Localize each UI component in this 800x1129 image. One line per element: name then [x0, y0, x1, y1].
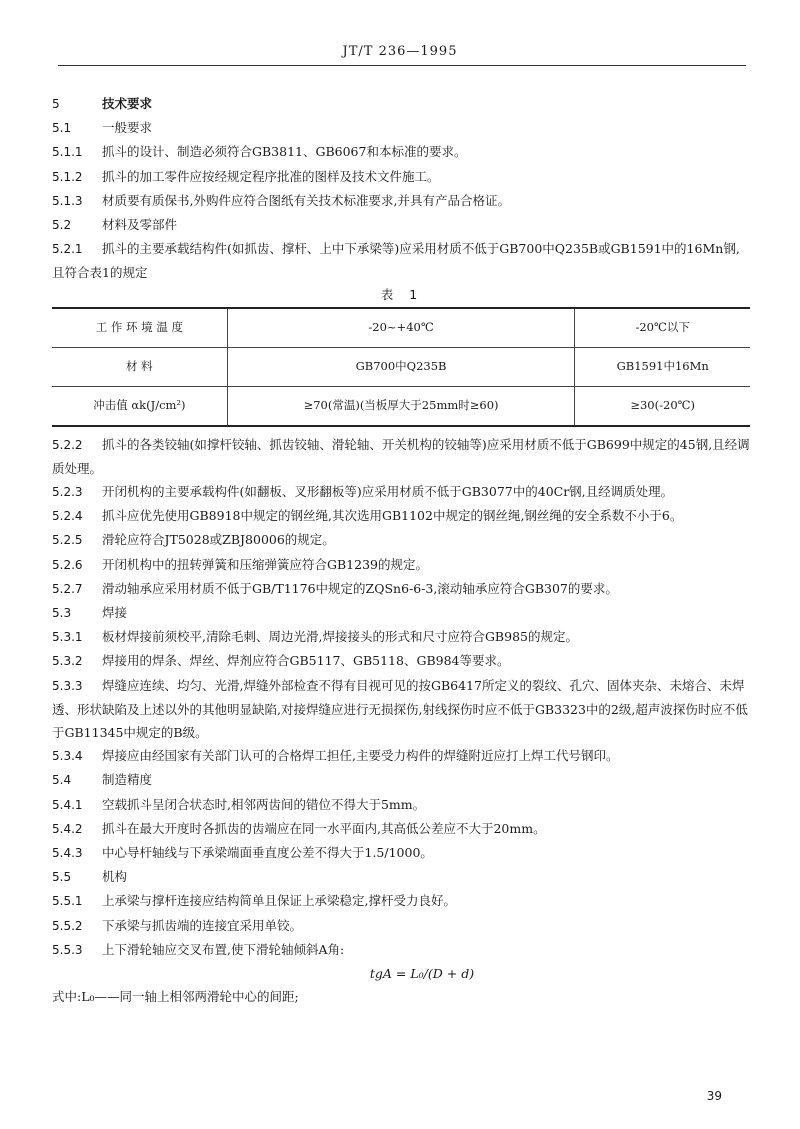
clause-number: 5.3	[52, 606, 72, 621]
standard-code: JT/T 236—1995	[342, 44, 458, 59]
clause-5-4-2	[52, 817, 752, 841]
clause-text: 抓斗的设计、制造必须符合GB3811、GB6067和本标准的要求。	[102, 144, 467, 160]
clause-5-2	[52, 213, 752, 237]
clause-number: 5.2.6	[52, 557, 83, 572]
clause-text: 抓斗应优先使用GB8918中规定的钢丝绳,其次选用GB1102中规定的钢丝绳,钢丝绳的安全系数不小于6。	[102, 508, 683, 524]
table-cell-col2: ≥30(-20℃)	[575, 386, 750, 426]
clause-number: 5.1.3	[52, 193, 83, 208]
clause-number: 5.4.1	[52, 797, 83, 812]
page-header	[0, 44, 800, 59]
clause-text: 空载抓斗呈闭合状态时,相邻两齿间的错位不得大于5mm。	[102, 796, 426, 812]
page-number: 39	[706, 1089, 722, 1103]
clause-number: 5.2	[52, 218, 72, 233]
clause-text: 下承梁与抓齿端的连接宜采用单铰。	[102, 917, 303, 933]
clause-5-4-3	[52, 841, 752, 865]
clause-5-3	[52, 601, 752, 625]
clause-5	[52, 92, 752, 116]
table-row	[52, 308, 750, 348]
clause-number: 5.3.1	[52, 630, 83, 645]
clause-5-2-7	[52, 577, 752, 601]
clause-5-2-6	[52, 553, 752, 577]
clause-number: 5.2.2	[52, 437, 83, 452]
clause-text: 开闭机构的主要承载构件(如翻板、叉形翻板等)应采用材质不低于GB3077中的40Cr钢,且经调质处理。	[102, 484, 674, 500]
table-cell-label: 工 作 环 境 温 度	[52, 308, 227, 348]
clause-number: 5.4.2	[52, 821, 83, 836]
clause-5-3-3	[52, 674, 752, 745]
table-row	[52, 347, 750, 386]
clause-5-4	[52, 768, 752, 792]
clause-5-1-2	[52, 165, 752, 189]
clause-number: 5.5.3	[52, 942, 83, 957]
table-cell-label: 材 料	[52, 347, 227, 386]
body-text	[52, 92, 752, 1009]
clause-5-2-1	[52, 237, 752, 284]
table-cell-col2: -20℃以下	[575, 308, 750, 348]
table-cell-label: 冲击值 αk(J/cm²)	[52, 386, 227, 426]
clause-5-5-2	[52, 914, 752, 938]
clause-number: 5.5	[52, 870, 72, 885]
clause-5-2-5	[52, 528, 752, 552]
clause-text: 材质要有质保书,外购件应符合图纸有关技术标准要求,并具有产品合格证。	[102, 192, 510, 208]
clause-text: 板材焊接前须校平,清除毛刺、周边光滑,焊接接头的形式和尺寸应符合GB985的规定。	[102, 629, 578, 645]
clause-text: 滑动轴承应采用材质不低于GB/T1176中规定的ZQSn6-6-3,滚动轴承应符合GB307的要求。	[102, 580, 618, 596]
clause-5-1-1	[52, 140, 752, 164]
spec-table	[52, 307, 750, 427]
clause-number: 5.2.5	[52, 533, 83, 548]
clause-text: 上承梁与撑杆连接应结构简单且保证上承梁稳定,撑杆受力良好。	[102, 893, 456, 909]
formula-note: 式中:L₀——同一轴上相邻两滑轮中心的间距;	[52, 989, 299, 1005]
table-cell-col1: GB700中Q235B	[227, 347, 575, 386]
clause-number: 5	[52, 97, 60, 111]
clause-number: 5.1.2	[52, 169, 83, 184]
clause-5-5-1	[52, 889, 752, 913]
clause-text: 抓斗在最大开度时各抓齿的齿端应在同一水平面内,其高低公差应不大于20mm。	[102, 820, 546, 836]
table-cell-col1: ≥70(常温)(当板厚大于25mm时≥60)	[227, 386, 575, 426]
clause-text: 机构	[102, 869, 128, 885]
clause-text: 抓斗的主要承载结构件(如抓齿、撑杆、上中下承梁等)应采用材质不低于GB700中Q235B或GB1591中的16Mn钢,且符合表1的规定	[52, 241, 740, 281]
clause-number: 5.3.4	[52, 749, 83, 764]
clause-number: 5.2.3	[52, 485, 83, 500]
clause-text: 上下滑轮轴应交叉布置,使下滑轮轴倾斜A角:	[102, 941, 345, 957]
clause-number: 5.4.3	[52, 846, 83, 861]
formula: tgA = L₀/(D + d)	[369, 966, 475, 982]
clause-text: 焊接用的焊条、焊丝、焊剂应符合GB5117、GB5118、GB984等要求。	[102, 653, 510, 669]
clause-5-3-1	[52, 625, 752, 649]
clause-5-3-4	[52, 744, 752, 768]
clause-text: 焊接	[102, 605, 128, 621]
clause-5-4-1	[52, 793, 752, 817]
clause-text: 开闭机构中的扭转弹簧和压缩弹簧应符合GB1239的规定。	[102, 556, 428, 572]
clause-number: 5.5.1	[52, 894, 83, 909]
clause-number: 5.1.1	[52, 145, 83, 160]
clause-text: 滑轮应符合JT5028或ZBJ80006的规定。	[102, 532, 335, 548]
clause-text: 材料及零部件	[102, 217, 178, 233]
clause-text: 技术要求	[102, 96, 153, 111]
clause-number: 5.2.7	[52, 581, 83, 596]
clause-5-5-3	[52, 938, 752, 962]
clause-number: 5.3.2	[52, 654, 83, 669]
clause-number: 5.2.1	[52, 242, 83, 257]
clause-5-1	[52, 116, 752, 140]
clause-5-2-3	[52, 480, 752, 504]
clause-5-1-3	[52, 189, 752, 213]
clause-text: 焊缝应连续、均匀、光滑,焊缝外部检查不得有目视可见的按GB6417所定义的裂纹、孔穴、固体夹杂、未熔合、未焊透、形状缺陷及上述以外的其他明显缺陷,对接焊缝应进行无损探伤,射线探伤时应不低于GB3323中的2级,超声波探伤时应不低于GB11345中规定的B级。	[52, 677, 748, 741]
table-cell-col1: -20~+40℃	[227, 308, 575, 348]
clause-number: 5.4	[52, 773, 72, 788]
clause-text: 中心导杆轴线与下承梁端面垂直度公差不得大于1.5/1000。	[102, 845, 433, 861]
header-rule	[58, 65, 746, 66]
table-row	[52, 386, 750, 426]
clause-text: 抓斗的加工零件应按经规定程序批准的图样及技术文件施工。	[102, 168, 440, 184]
clause-text: 焊接应由经国家有关部门认可的合格焊工担任,主要受力构件的焊缝附近应打上焊工代号钢印。	[102, 748, 619, 764]
clause-text: 一般要求	[102, 120, 153, 136]
clause-number: 5.5.2	[52, 918, 83, 933]
clause-5-2-4	[52, 504, 752, 528]
clause-text: 制造精度	[102, 772, 153, 788]
clause-number: 5.2.4	[52, 509, 83, 524]
clause-text: 抓斗的各类铰轴(如撑杆铰轴、抓齿铰轴、滑轮轴、开关机构的铰轴等)应采用材质不低于GB699中规定的45钢,且经调质处理。	[52, 436, 750, 476]
clause-5-5	[52, 865, 752, 889]
clause-number: 5.3.3	[52, 678, 83, 693]
clause-number: 5.1	[52, 121, 72, 136]
clause-5-3-2	[52, 649, 752, 673]
table-cell-col2: GB1591中16Mn	[575, 347, 750, 386]
clause-5-2-2	[52, 433, 752, 480]
table-caption: 表 1	[380, 286, 424, 302]
